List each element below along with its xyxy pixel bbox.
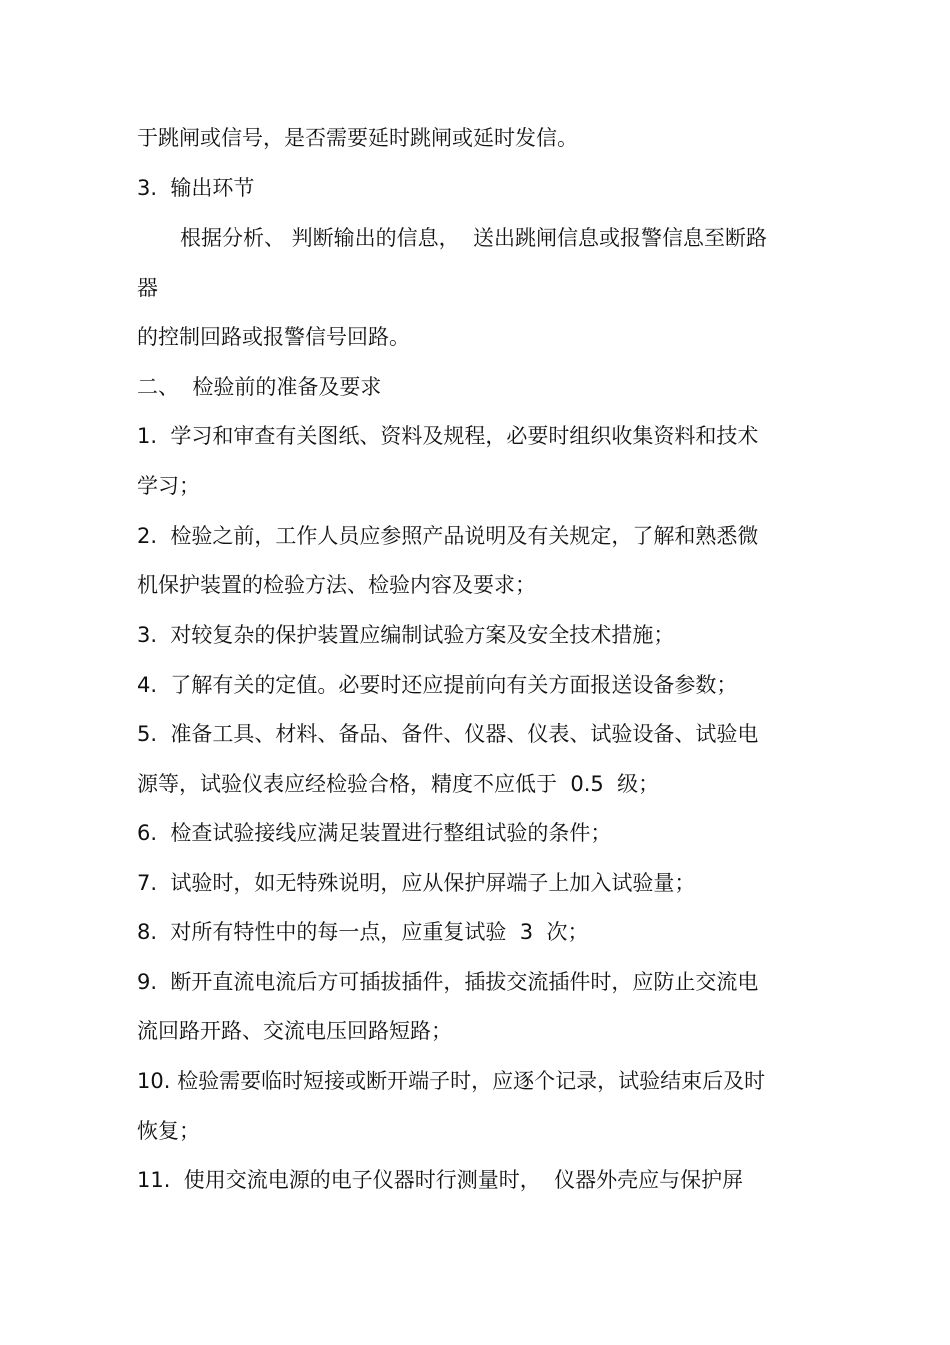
section-heading: 3. 输出环节 <box>137 176 255 200</box>
list-item-continuation: 源等，试验仪表应经检验合格，精度不应低于 0.5 级； <box>137 772 660 796</box>
text-line: 根据分析、 判断输出的信息， 送出跳闸信息或报警信息至断路 <box>180 226 768 250</box>
list-item: 2. 检验之前，工作人员应参照产品说明及有关规定，了解和熟悉微 <box>137 524 759 548</box>
list-item: 10. 检验需要临时短接或断开端子时，应逐个记录，试验结束后及时 <box>137 1069 766 1093</box>
list-item-continuation: 流回路开路、交流电压回路短路； <box>137 1019 452 1043</box>
list-item: 8. 对所有特性中的每一点，应重复试验 3 次； <box>137 920 589 944</box>
section-heading: 二、 检验前的准备及要求 <box>137 375 382 399</box>
list-item: 9. 断开直流电流后方可插拔插件，插拔交流插件时，应防止交流电 <box>137 970 759 994</box>
list-item: 6. 检查试验接线应满足装置进行整组试验的条件； <box>137 821 612 845</box>
text-line: 于跳闸或信号，是否需要延时跳闸或延时发信。 <box>137 126 578 150</box>
list-item: 1. 学习和审查有关图纸、资料及规程，必要时组织收集资料和技术 <box>137 424 759 448</box>
list-item: 11. 使用交流电源的电子仪器时行测量时， 仪器外壳应与保护屏 <box>137 1168 744 1192</box>
list-item: 4. 了解有关的定值。必要时还应提前向有关方面报送设备参数； <box>137 673 738 697</box>
text-line: 器 <box>137 276 158 300</box>
list-item-continuation: 机保护装置的检验方法、检验内容及要求； <box>137 573 536 597</box>
list-item: 3. 对较复杂的保护装置应编制试验方案及安全技术措施； <box>137 623 675 647</box>
text-line: 的控制回路或报警信号回路。 <box>137 325 410 349</box>
list-item: 7. 试验时，如无特殊说明，应从保护屏端子上加入试验量； <box>137 871 696 895</box>
list-item: 5. 准备工具、材料、备品、备件、仪器、仪表、试验设备、试验电 <box>137 722 759 746</box>
list-item-continuation: 学习； <box>137 474 200 498</box>
list-item-continuation: 恢复； <box>137 1119 200 1143</box>
